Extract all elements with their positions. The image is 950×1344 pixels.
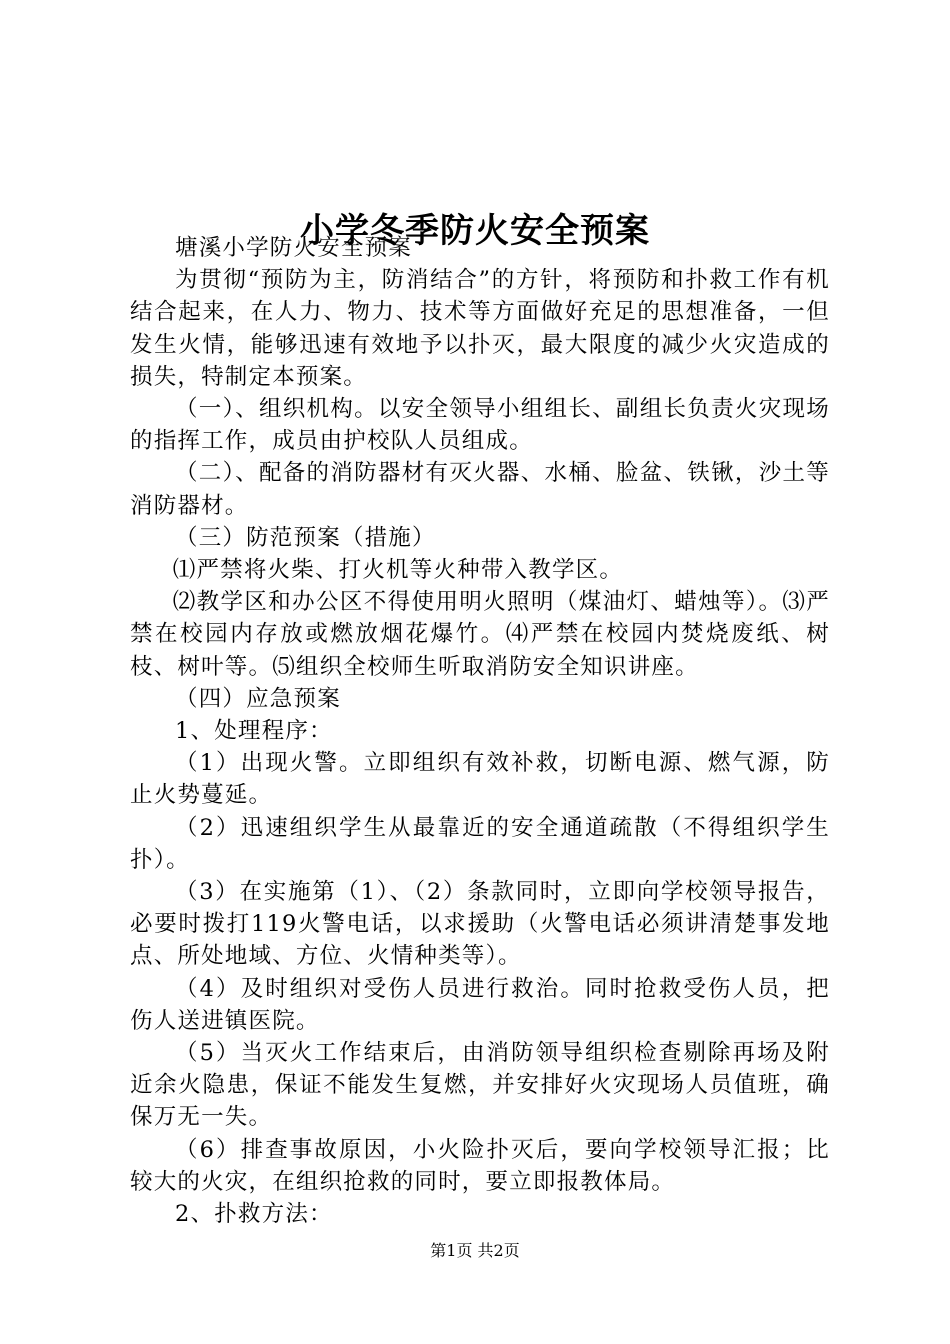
paragraph-procedure-4: （4）及时组织对受伤人员进行救治。同时抢救受伤人员，把伤人送进镇医院。 (130, 975, 830, 1034)
paragraph-procedure-5: （5）当灭火工作结束后，由消防领导组织检查剔除再场及附近余火隐患，保证不能发生复燃，并安排好火灾现场人员值班，确保万无一失。 (130, 1040, 830, 1131)
paragraph-school-name: 塘溪小学防火安全预案 (175, 235, 413, 261)
paragraph-procedure-2: （2）迅速组织学生从最靠近的安全通道疏散（不得组织学生扑）。 (130, 814, 830, 873)
paragraph-procedure-6: （6）排查事故原因，小火险扑灭后，要向学校领导汇报；比较大的火灾，在组织抢救的同时，要立即报教体局。 (130, 1136, 830, 1195)
page-footer: 第1页 共2页 (430, 1241, 520, 1260)
paragraph-prevention-1: ⑴严禁将火柴、打火机等火种带入教学区。 (172, 557, 624, 584)
document-body (130, 232, 830, 1230)
paragraph-method-heading: 2、扑救方法： (175, 1201, 333, 1228)
paragraph-prevention-heading: （三）防范预案（措施） (175, 524, 436, 551)
paragraph-prevention-2: ⑵教学区和办公区不得使用明火照明（煤油灯、蜡烛等）。⑶严禁在校园内存放或燃放烟花爆竹。⑷严禁在校园内焚烧废纸、树枝、树叶等。⑸组织全校师生听取消防安全知识讲座。 (130, 589, 830, 680)
paragraph-intro: 为贯彻“预防为主，防消结合”的方针，将预防和扑救工作有机结合起来，在人力、物力、技术等方面做好充足的思想准备，一但发生火情，能够迅速有效地予以扑灭，最大限度的减少火灾造成的损失，特制定本预案。 (130, 267, 830, 390)
paragraph-procedure-heading: 1、处理程序： (175, 718, 333, 745)
paragraph-emergency-heading: （四）应急预案 (175, 685, 341, 712)
paragraph-procedure-3: （3）在实施第（1）、（2）条款同时，立即向学校领导报告，必要时拨打119火警电话，以求援助（火警电话必须讲清楚事发地点、所处地域、方位、火情种类等）。 (130, 879, 830, 970)
paragraph-organization: （一）、组织机构。以安全领导小组组长、副组长负责火灾现场的指挥工作，成员由护校队人员组成。 (130, 396, 830, 455)
paragraph-equipment: （二）、配备的消防器材有灭火器、水桶、脸盆、铁锹，沙土等消防器材。 (130, 460, 830, 519)
paragraph-procedure-1: （1）出现火警。立即组织有效补救，切断电源、燃气源，防止火势蔓延。 (130, 750, 830, 809)
document-title: 小学冬季防火安全预案 (300, 210, 650, 251)
